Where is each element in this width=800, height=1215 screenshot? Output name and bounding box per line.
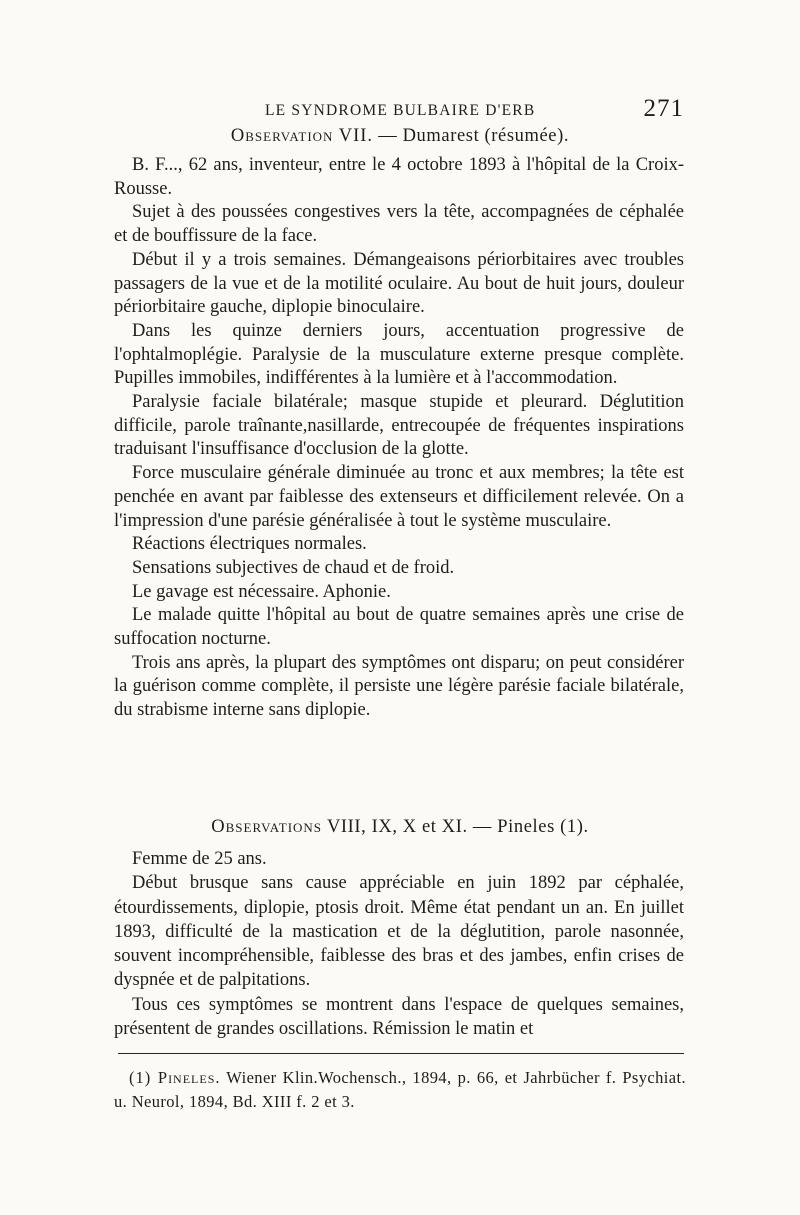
paragraph: Tous ces symptômes se montrent dans l'espace de quelques semaines, présentent de grandes oscillations. Rémission le matin et — [114, 994, 684, 1040]
paragraph: Sensations subjectives de chaud et de froid. — [132, 557, 455, 578]
paragraph: Le malade quitte l'hôpital au bout de quatre semaines après une crise de suffocation nocturne. — [114, 605, 684, 650]
observation-7-heading — [0, 126, 800, 147]
paragraph: Force musculaire générale diminuée au tronc et aux membres; la tête est penchée en avant par faiblesse des extenseurs et difficilement relevée. On a l'impression d'une parésie généralisée à tout le système musculaire. — [114, 463, 684, 531]
footnote-text: Wiener Klin.Wochensch., 1894, p. 66, et Jahrbücher f. Psychiat. u. Neurol, 1894, Bd. XIII f. 2 et 3. — [114, 1068, 686, 1111]
paragraph: Femme de 25 ans. — [132, 849, 267, 869]
observations-8-11-heading — [0, 817, 800, 838]
footnote-author: (1) Pineles. — [129, 1068, 221, 1087]
paragraph: Sujet à des poussées congestives vers la tête, accompagnées de céphalée et de bouffissure de la face. — [114, 202, 684, 247]
paragraph: B. F..., 62 ans, inventeur, entre le 4 octobre 1893 à l'hôpital de la Croix-Rousse. — [114, 155, 684, 199]
footnote — [114, 1066, 686, 1114]
footnote-divider — [118, 1053, 684, 1054]
paragraph: Début brusque sans cause appréciable en juin 1892 par céphalée, étourdissements, diplopie, ptosis droit. Même état pendant un an. En juillet 1893, difficulté de la mastication et de la déglutition, parole nasonnée, souvent incompréhensible, faiblesse des bras et des jambes, enfin crises de dyspnée et de palpitations. — [114, 873, 684, 991]
paragraph: Le gavage est nécessaire. Aphonie. — [132, 581, 391, 602]
paragraph: Trois ans après, la plupart des symptômes ont disparu; on peut considérer la guérison comme complète, il persiste une légère parésie faciale bilatérale, du strabisme interne sans diplopie. — [114, 652, 684, 721]
paragraph: Début il y a trois semaines. Démangeaisons périorbitaires avec troubles passagers de la vue et de la motilité oculaire. Au bout de huit jours, douleur périorbitaire gauche, diplopie binoculaire. — [114, 249, 684, 318]
observation-7-author: — Dumarest (résumée). — [373, 126, 570, 146]
page-number: 271 — [643, 95, 684, 122]
paragraph: Dans les quinze derniers jours, accentuation progressive de l'ophtalmoplégie. Paralysie de la musculature externe presque complète. Pupilles immobiles, indifférentes à la lumière et à l'accommodation. — [114, 320, 684, 389]
running-title: LE SYNDROME BULBAIRE D'ERB — [265, 102, 536, 119]
running-header — [0, 95, 800, 124]
observations-8-11-label: Observations — [211, 817, 323, 837]
observations-8-11-author: VIII, IX, X et XI. — Pineles (1). — [322, 817, 589, 837]
paragraph: Paralysie faciale bilatérale; masque stupide et pleurard. Déglutition difficile, parole traînante,nasillarde, entrecoupée de fréquentes inspirations traduisant l'insuffisance d'occlusion de la glotte. — [114, 392, 684, 460]
observation-7-label: Observation VII. — [230, 126, 374, 146]
paragraph: Réactions électriques normales. — [132, 534, 367, 555]
observations-8-11-body — [114, 847, 684, 1041]
observation-7-body — [114, 154, 684, 723]
